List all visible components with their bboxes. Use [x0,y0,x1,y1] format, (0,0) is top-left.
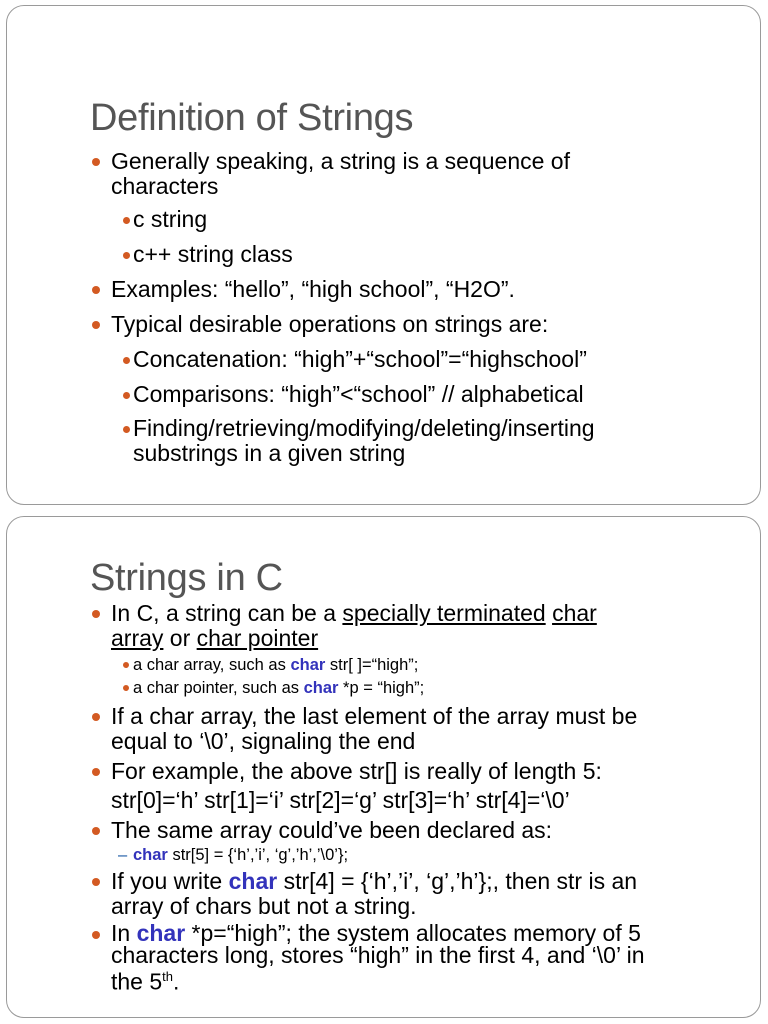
keyword-char: char [228,868,278,894]
superscript: th [162,969,173,984]
bullet-text [111,922,700,944]
bullet-text: characters long, stores “high” in the first 4, and ‘\0’ in [111,942,645,968]
bullet-pointer-allocation [90,922,700,993]
bullet-text: characters [111,173,219,199]
text-run: a char array, such as [133,656,291,674]
slide-content [90,601,700,993]
subbullet-char-array [90,654,700,676]
slide-title: Strings in C [90,557,283,599]
underlined-term: char pointer [196,625,319,651]
bullet-text: equal to ‘\0’, signaling the end [111,728,416,754]
bullet-c-string-definition [90,601,700,651]
subbullet-concatenation: Concatenation: “high”+“school”=“highschool” [90,347,700,372]
underlined-term: specially terminated [342,600,546,626]
keyword-char: char [133,846,168,864]
bullet-string-definition [90,149,700,199]
bullet-text [111,601,700,626]
bullet-text: array of chars but not a string. [111,893,417,919]
bullet-text: substrings in a given string [133,440,406,466]
slide-definition-of-strings [6,5,761,505]
bullet-examples: Examples: “hello”, “high school”, “H2O”. [90,277,700,302]
text-run: the 5 [111,968,163,995]
keyword-char: char [136,920,186,946]
bullet-text [111,626,700,651]
subbullet-substrings [90,416,700,466]
bullet-text: If a char array, the last element of the array must be [111,703,638,729]
text-run: In C, a string can be a [111,600,343,626]
slide-title: Definition of Strings [90,97,414,139]
text-run: str[4] = {‘h’,’i’, ‘g’,’h’};, then str is an [277,868,638,894]
dash-item-declaration [90,844,700,866]
subbullet-comparisons: Comparisons: “high”<“school” // alphabetical [90,382,700,407]
underlined-term: char [552,600,597,626]
bullet-operations: Typical desirable operations on strings are: [90,312,700,337]
bullet-text: Finding/retrieving/modifying/deleting/inserting [133,415,595,441]
keyword-char: char [303,679,339,697]
text-run: If you write [111,868,229,894]
bullet-not-a-string [90,869,700,919]
text-run: or [163,625,197,651]
text-run: . [173,968,180,995]
text-run: In [111,920,137,946]
subbullet-c-string: c string [90,207,700,232]
bullet-text: Generally speaking, a string is a sequence of [111,148,570,174]
bullet-alternate-declaration: The same array could’ve been declared as: [90,818,700,843]
keyword-char: char [290,656,326,674]
text-run: str[5] = {‘h’,’i’, ‘g’,’h’,’\0’}; [167,846,349,864]
slide-strings-in-c [6,516,761,1018]
bullet-length-example [90,759,700,813]
text-run: *p=“high”; the system allocates memory of 5 [185,920,641,946]
subbullet-cpp-string-class: c++ string class [90,242,700,267]
bullet-text [111,966,700,993]
bullet-text: str[0]=‘h’ str[1]=‘i’ str[2]=‘g’ str[3]=‘h’ str[4]=‘\0’ [111,787,570,813]
text-run: str[ ]=“high”; [325,656,419,674]
bullet-null-terminator [90,704,700,754]
underlined-term: array [111,625,164,651]
text-run: *p = “high”; [338,679,425,697]
bullet-text: For example, the above str[] is really of length 5: [111,758,602,784]
subbullet-char-pointer [90,677,700,699]
bullet-text [111,869,700,894]
text-run: a char pointer, such as [133,679,304,697]
slide-content [90,147,700,466]
